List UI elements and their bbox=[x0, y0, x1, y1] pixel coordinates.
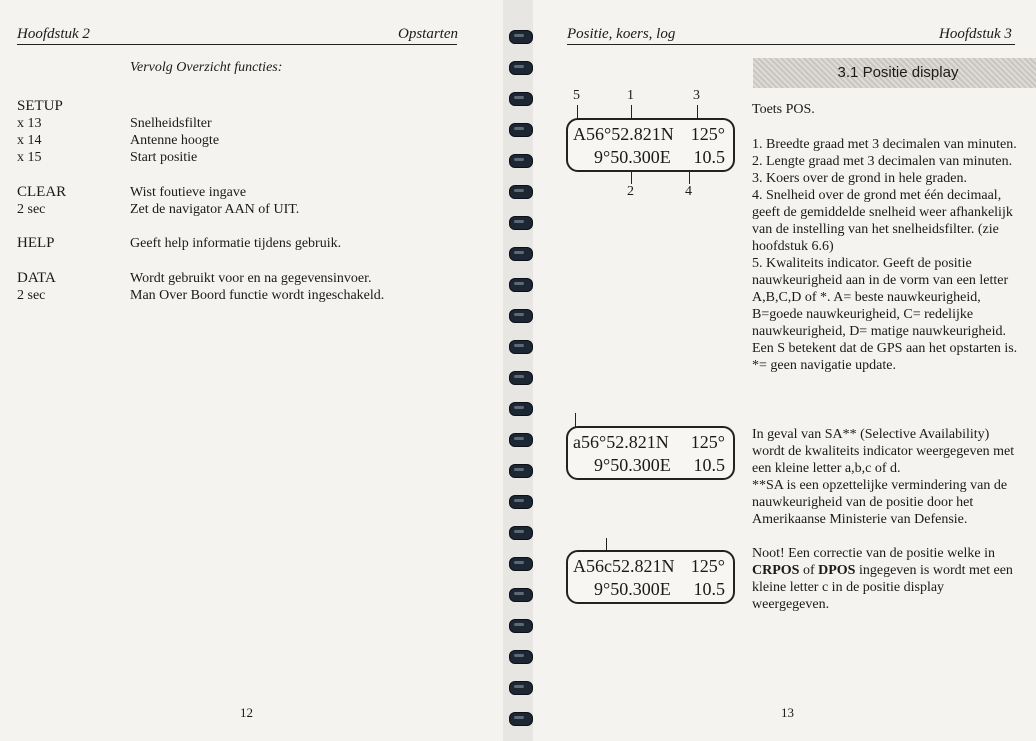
callout-line bbox=[689, 170, 690, 184]
callout-label: 4 bbox=[685, 184, 692, 199]
left-page bbox=[0, 0, 503, 741]
description-line: Wordt gebruikt voor en na gegevensinvoer. bbox=[130, 271, 372, 286]
binding-ring bbox=[509, 619, 533, 633]
callout-line bbox=[631, 170, 632, 184]
callout-line bbox=[631, 105, 632, 119]
course-readout: 125° bbox=[690, 432, 725, 452]
speed-readout: 10.5 bbox=[693, 455, 725, 475]
position-display-3 bbox=[566, 550, 735, 604]
callout-label: 1 bbox=[627, 88, 634, 103]
section-key: SETUP bbox=[17, 98, 63, 114]
list-item: 3. Koers over de grond in hele graden. bbox=[752, 171, 967, 186]
binding-ring bbox=[509, 464, 533, 478]
section-setup bbox=[17, 98, 63, 166]
header-rule bbox=[17, 44, 457, 45]
binding-ring bbox=[509, 650, 533, 664]
note-text: ingegeven is wordt met een kleine letter c in de positie display weergegeven. bbox=[752, 563, 1013, 612]
list-item: 1. Breedte graad met 3 decimalen van minuten. bbox=[752, 137, 1017, 152]
position-display-2 bbox=[566, 426, 735, 480]
speed-readout: 10.5 bbox=[693, 147, 725, 167]
section-title: 3.1 Positie display bbox=[753, 58, 1036, 88]
running-header-title: Positie, koers, log bbox=[567, 26, 676, 42]
longitude-readout: 9°50.300E bbox=[594, 455, 671, 475]
running-header-chapter: Hoofdstuk 2 bbox=[17, 26, 90, 42]
description-line: Snelheidsfilter bbox=[130, 116, 212, 131]
section-help bbox=[17, 235, 55, 252]
list-item: 2. Lengte graad met 3 decimalen van minuten. bbox=[752, 154, 1013, 169]
sa-text: In geval van SA** (Selective Availability) wordt de kwaliteits indicator weergegeven met een kleine letter a,b,c of d. bbox=[752, 427, 1015, 476]
longitude-readout: 9°50.300E bbox=[594, 147, 671, 167]
binding-ring bbox=[509, 402, 533, 416]
section-sub: x 14 bbox=[17, 133, 42, 148]
binding-ring bbox=[509, 247, 533, 261]
binding-ring bbox=[509, 185, 533, 199]
section-data bbox=[17, 270, 56, 304]
running-header-chapter: Hoofdstuk 3 bbox=[939, 26, 1012, 42]
running-header-title: Opstarten bbox=[398, 26, 458, 42]
binding-ring bbox=[509, 712, 533, 726]
section-sub: x 15 bbox=[17, 150, 42, 165]
item-list bbox=[752, 136, 1022, 374]
list-item: 4. Snelheid over de grond met één decimaal, geeft de gemiddelde snelheid weer afhankelijk van de instelling van het snelheidsfilter. (zie hoofdstuk 6.6) bbox=[752, 188, 1013, 254]
binding-ring bbox=[509, 340, 533, 354]
binding-ring bbox=[509, 278, 533, 292]
page-number: 13 bbox=[781, 705, 794, 720]
description-line: Start positie bbox=[130, 150, 198, 165]
binding-ring bbox=[509, 526, 533, 540]
binding-ring bbox=[509, 495, 533, 509]
binding-ring bbox=[509, 92, 533, 106]
clear-descriptions bbox=[130, 184, 299, 218]
section-clear bbox=[17, 184, 66, 218]
binding-ring bbox=[509, 123, 533, 137]
section-key: CLEAR bbox=[17, 184, 67, 200]
callout-label: 2 bbox=[627, 184, 634, 199]
intro-text: Toets POS. bbox=[752, 102, 815, 117]
callout-line bbox=[697, 105, 698, 119]
description-line: Zet de navigator AAN of UIT. bbox=[130, 202, 300, 217]
description-line: Man Over Boord functie wordt ingeschakeld. bbox=[130, 288, 385, 303]
callout-label: 3 bbox=[693, 88, 700, 103]
latitude-readout: A56°52.821N bbox=[573, 124, 674, 144]
sa-note: **SA is een opzettelijke vermindering van de nauwkeurigheid van de positie door het Amerikaanse Ministerie van Defensie. bbox=[752, 478, 1008, 527]
note-text: Noot! Een correctie van de positie welke in bbox=[752, 546, 995, 561]
description-line: Wist foutieve ingave bbox=[130, 185, 247, 200]
description-line: Geeft help informatie tijdens gebruik. bbox=[130, 236, 342, 251]
speed-readout: 10.5 bbox=[693, 579, 725, 599]
binding-ring bbox=[509, 216, 533, 230]
section-sub: 2 sec bbox=[17, 202, 46, 217]
binding-ring bbox=[509, 371, 533, 385]
description-line: Antenne hoogte bbox=[130, 133, 220, 148]
latitude-readout: a56°52.821N bbox=[573, 432, 669, 452]
binding-ring bbox=[509, 557, 533, 571]
callout-label: 5 bbox=[573, 88, 580, 103]
page-number: 12 bbox=[240, 705, 253, 720]
crpos-keyword: CRPOS bbox=[752, 563, 800, 578]
course-readout: 125° bbox=[690, 556, 725, 576]
page-subtitle: Vervolg Overzicht functies: bbox=[130, 60, 283, 75]
dpos-keyword: DPOS bbox=[818, 563, 856, 578]
latitude-readout: A56c52.821N bbox=[573, 556, 675, 576]
binding-ring bbox=[509, 30, 533, 44]
list-item: 5. Kwaliteits indicator. Geeft de positie nauwkeurigheid aan in de vorm van een letter A,B,C,D of *. A= beste nauwkeurigheid, B=goede nauwkeurigheid, C= redelijke nauwkeurigheid, D= matige nauwkeurigheid. Een S betekent dat de GPS aan het opstarten is. *= geen navigatie update. bbox=[752, 256, 1018, 373]
setup-descriptions bbox=[130, 115, 219, 166]
longitude-readout: 9°50.300E bbox=[594, 579, 671, 599]
sa-paragraph bbox=[752, 426, 1022, 528]
binding-ring bbox=[509, 61, 533, 75]
binding-ring bbox=[509, 154, 533, 168]
binding-ring bbox=[509, 588, 533, 602]
right-page bbox=[533, 0, 1036, 741]
binding-ring bbox=[509, 681, 533, 695]
position-display-1 bbox=[566, 118, 735, 172]
course-readout: 125° bbox=[690, 124, 725, 144]
header-rule bbox=[567, 44, 1015, 45]
note-paragraph bbox=[752, 545, 1022, 613]
section-sub: x 13 bbox=[17, 116, 42, 131]
note-text: of bbox=[799, 563, 819, 578]
section-key: DATA bbox=[17, 270, 56, 286]
help-descriptions bbox=[130, 235, 341, 252]
binding-ring bbox=[509, 309, 533, 323]
section-sub: 2 sec bbox=[17, 288, 46, 303]
callout-line bbox=[577, 105, 578, 119]
data-descriptions bbox=[130, 270, 384, 304]
section-key: HELP bbox=[17, 235, 55, 251]
binding-ring bbox=[509, 433, 533, 447]
callout-line bbox=[575, 413, 576, 427]
spiral-binding bbox=[503, 0, 533, 741]
